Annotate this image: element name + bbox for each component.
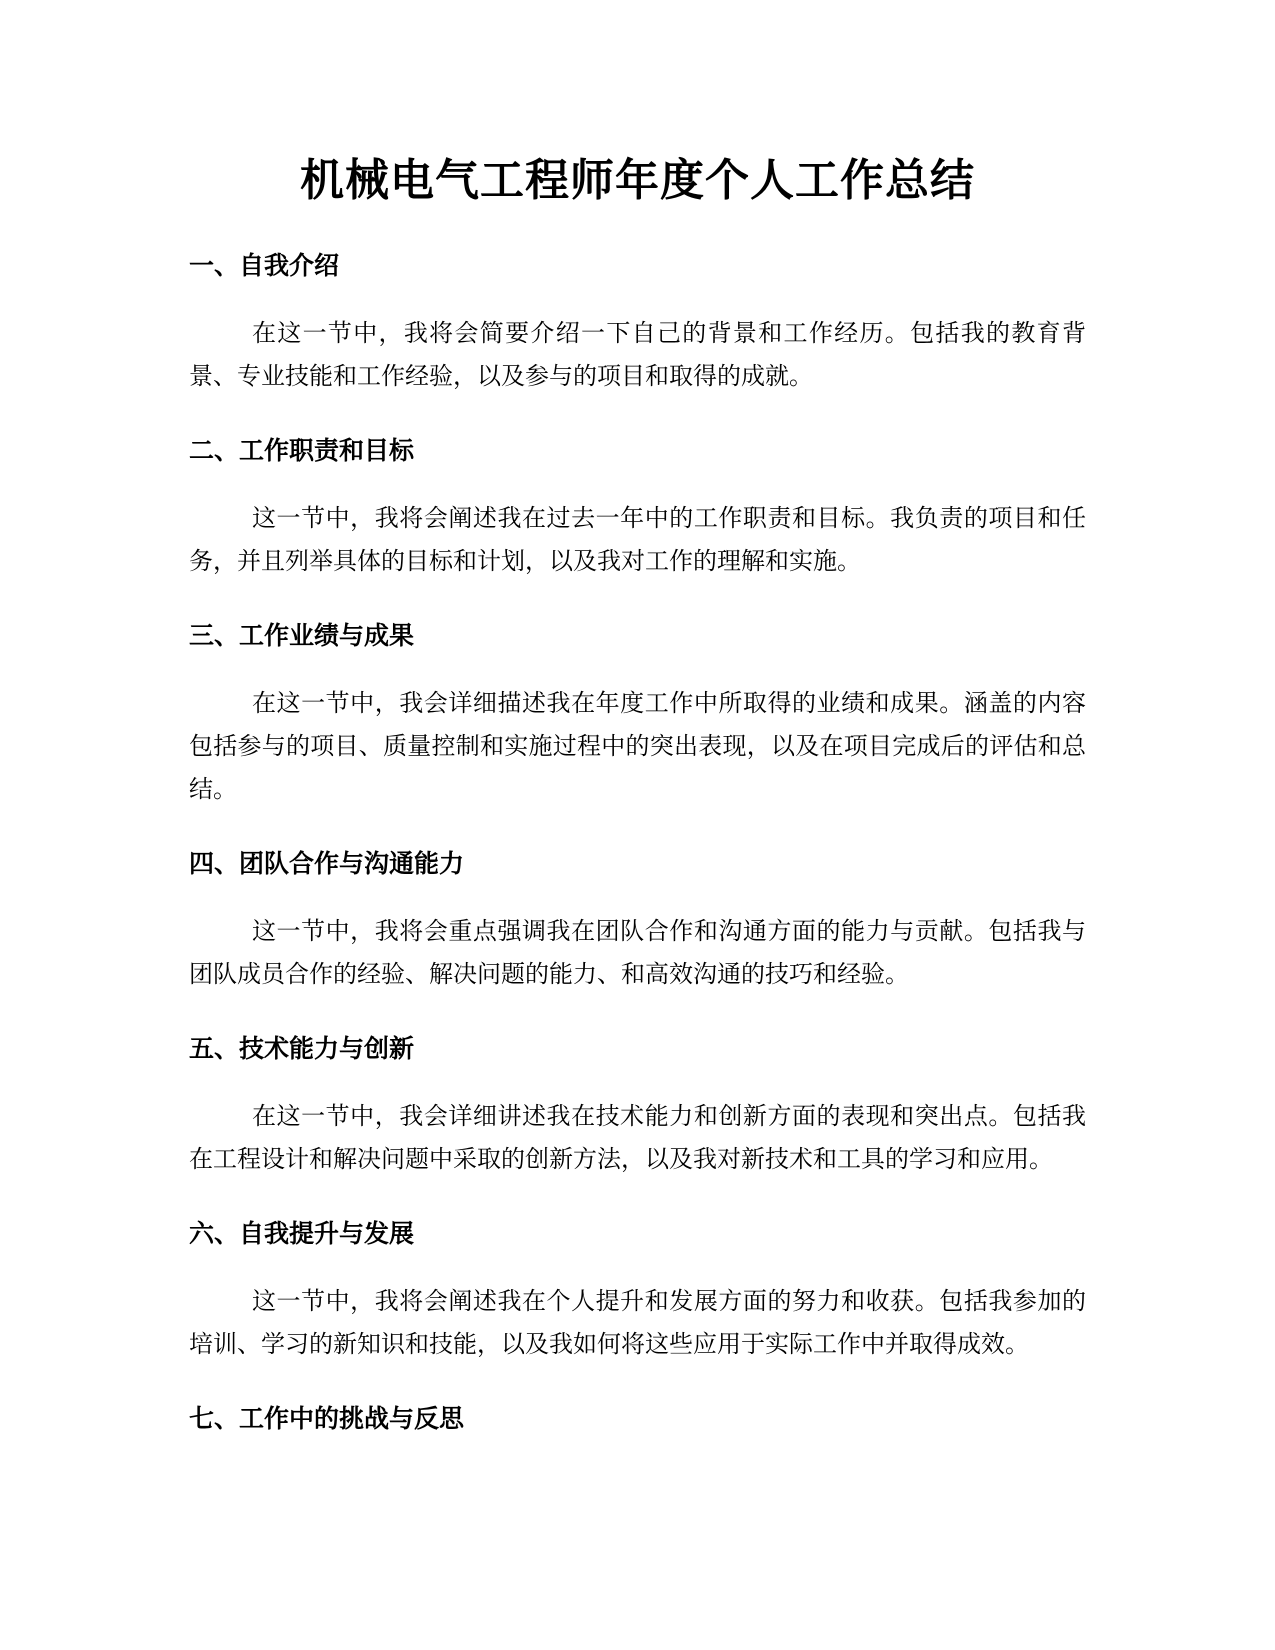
document-title: 机械电气工程师年度个人工作总结 (300, 155, 975, 206)
section-heading: 三、工作业绩与成果 (189, 621, 415, 650)
section-duties-and-goals (189, 431, 1086, 583)
section-challenges-and-reflection (189, 1399, 1086, 1439)
section-performance-and-results (189, 616, 1086, 811)
section-self-introduction (189, 246, 1086, 398)
section-paragraph: 在这一节中，我会详细讲述我在技术能力和创新方面的表现和突出点。包括我在工程设计和解决问题中采取的创新方法，以及我对新技术和工具的学习和应用。 (189, 1102, 1086, 1173)
section-heading: 六、自我提升与发展 (189, 1219, 415, 1248)
section-paragraph: 在这一节中，我会详细描述我在年度工作中所取得的业绩和成果。涵盖的内容包括参与的项目、质量控制和实施过程中的突出表现，以及在项目完成后的评估和总结。 (189, 689, 1086, 803)
section-heading: 七、工作中的挑战与反思 (189, 1404, 465, 1433)
section-heading: 一、自我介绍 (189, 251, 340, 280)
section-heading: 二、工作职责和目标 (189, 436, 415, 465)
section-paragraph: 这一节中，我将会阐述我在过去一年中的工作职责和目标。我负责的项目和任务，并且列举具体的目标和计划，以及我对工作的理解和实施。 (189, 504, 1086, 575)
document-body (189, 246, 1086, 1465)
section-paragraph: 这一节中，我将会重点强调我在团队合作和沟通方面的能力与贡献。包括我与团队成员合作的经验、解决问题的能力、和高效沟通的技巧和经验。 (189, 917, 1086, 988)
section-paragraph: 在这一节中，我将会简要介绍一下自己的背景和工作经历。包括我的教育背景、专业技能和工作经验，以及参与的项目和取得的成就。 (189, 319, 1086, 390)
section-technical-skills-and-innovation (189, 1029, 1086, 1181)
section-heading: 四、团队合作与沟通能力 (189, 849, 465, 878)
section-heading: 五、技术能力与创新 (189, 1034, 415, 1063)
section-teamwork-and-communication (189, 844, 1086, 996)
section-paragraph: 这一节中，我将会阐述我在个人提升和发展方面的努力和收获。包括我参加的培训、学习的新知识和技能，以及我如何将这些应用于实际工作中并取得成效。 (189, 1287, 1086, 1358)
section-self-improvement (189, 1214, 1086, 1366)
